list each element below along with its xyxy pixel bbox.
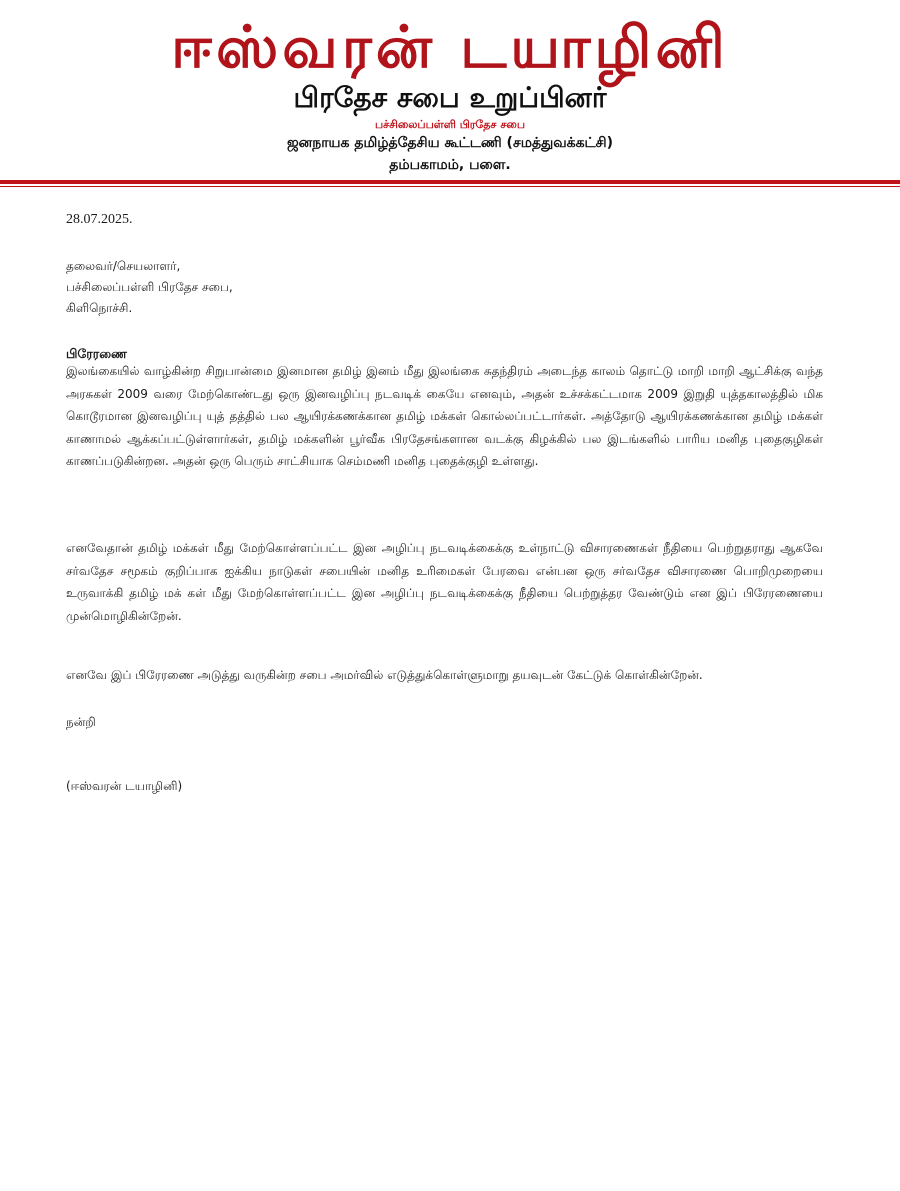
body-paragraph-3-block: [66, 664, 823, 687]
letterhead-divider-thin: [0, 186, 900, 187]
letterhead-member-name: ஈஸ்வரன் டயாழினி: [171, 13, 729, 81]
body-paragraph: இலங்கையில் வாழ்கின்ற சிறுபான்மை இனமான தமிழ் இனம் மீது இலங்கை சுதந்திரம் அடைந்த காலம் தொட்டு மாறி மாறி ஆட்சிக்கு வந்த அரசுகள் 2009 வரை மேற்கொண்டது ஒரு இனவழிப்பு நடவடிக் கையே எனவும், அதன் உச்சக்கட்டமாக 2009 இறுதி யுத்தகாலத்தில் மிக கொடூரமான இனவழிப்பு யுத் தத்தில் பல ஆயிரக்கணக்கான தமிழ் மக்கள் கொல்லப்பட்டார்கள். அத்தோடு ஆயிரக்கணக்கான தமிழ் மக்கள் காணாமல் ஆக்கப்பட்டுள்ளார்கள், தமிழ் மக்களின் பூர்வீக பிரதேசங்களான வடக்கு கிழக்கில் பல இடங்களில் பாரிய மனித புதைகுழிகள் காணப்படுகின்றன. அதன் ஒரு பெரும் சாட்சியாக செம்மணி மனித புதைக்குழி உள்ளது.: [66, 364, 823, 469]
letterhead-place: தம்பகாமம், பளை.: [389, 157, 511, 173]
letter-date: 28.07.2025.: [66, 212, 133, 227]
address-line: பச்சிலைப்பள்ளி பிரதேச சபை,: [66, 280, 233, 294]
signature-name: (ஈஸ்வரன் டயாழினி): [66, 779, 183, 793]
letterhead-party-name: ஜனநாயக தமிழ்த்தேசிய கூட்டணி (சமத்துவக்கட்சி): [286, 135, 614, 151]
letterhead-member-role: பிரதேச சபை உறுப்பினர்: [293, 81, 607, 114]
body-paragraph: எனவே இப் பிரேரணை அடுத்து வருகின்ற சபை அமர்வில் எடுத்துக்கொள்ளுமாறு தயவுடன் கேட்டுக் கொள்கின்றேன்.: [66, 668, 703, 682]
address-line: கிளிநொச்சி.: [66, 301, 133, 315]
letterhead-divider: [0, 180, 900, 184]
recipient-address: [66, 256, 233, 319]
body-paragraph-1-block: [66, 360, 823, 473]
address-line: தலைவர்/செயலாளர்,: [66, 259, 181, 273]
letterhead-council-name: பச்சிலைப்பள்ளி பிரதேச சபை: [374, 118, 525, 131]
body-paragraph: எனவேதான் தமிழ் மக்கள் மீது மேற்கொள்ளப்பட்ட இன அழிப்பு நடவடிக்கைக்கு உள்நாட்டு விசாரணைகள் நீதியை பெற்றுதராது ஆகவே சர்வதேச சமூகம் குறிப்பாக ஐக்கிய நாடுகள் சபையின் மனித உரிமைகள் பேரவை என்பன ஒரு சர்வதேச விசாரணை பொறிமுறையை உருவாக்கி தமிழ் மக் கள் மீது மேற்கொள்ளப்பட்ட இன அழிப்பு நடவடிக்கைக்கு நீதியை பெற்றுத்தர வேண்டும் என இப் பிரேரணையை முன்மொழிகின்றேன்.: [66, 541, 823, 623]
closing-thanks: நன்றி: [66, 715, 96, 729]
letter-heading: பிரேரணை: [66, 346, 127, 361]
letterhead: [0, 0, 900, 186]
body-paragraph-2-block: [66, 537, 823, 627]
